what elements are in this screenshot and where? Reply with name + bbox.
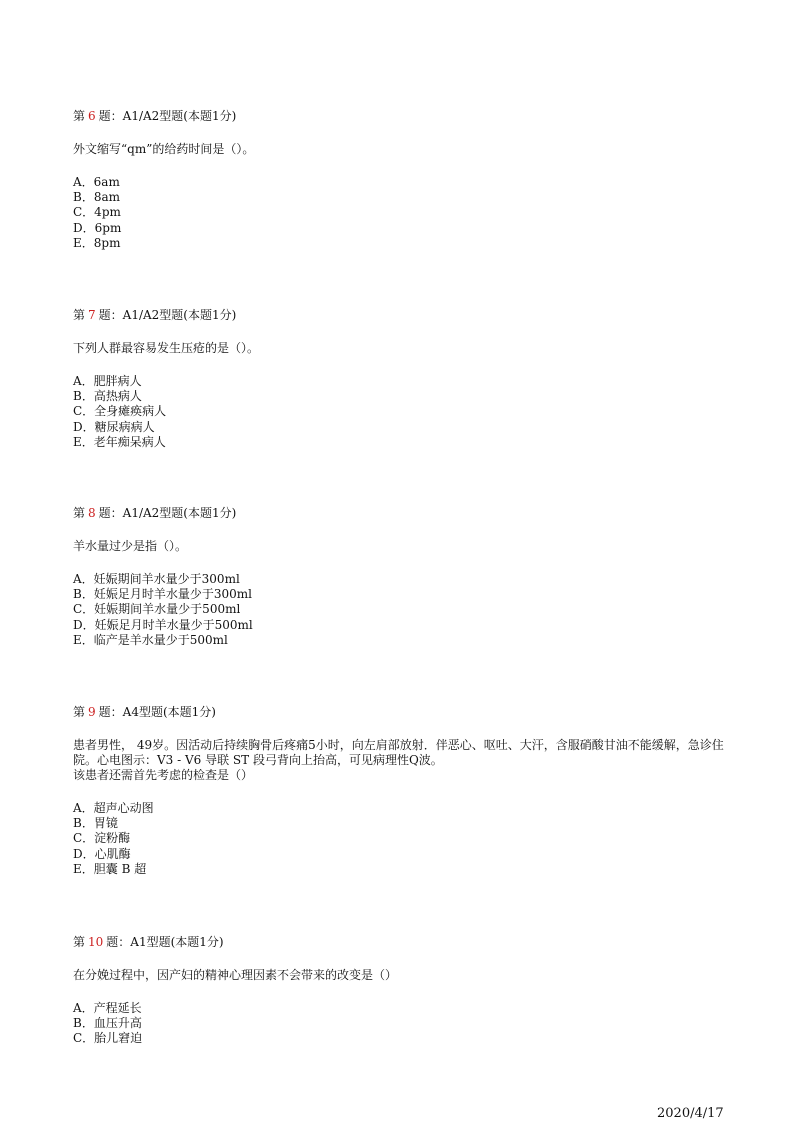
question-prefix: 第 xyxy=(73,935,86,949)
question-number: 8 xyxy=(88,506,96,520)
question-header xyxy=(73,704,733,720)
question-number: 9 xyxy=(88,705,96,719)
option-d[interactable]: D．糖尿病病人 xyxy=(73,419,155,434)
question-10 xyxy=(73,934,733,1047)
question-stem xyxy=(73,738,733,783)
question-type: 题：A1型题(本题1分) xyxy=(106,935,224,949)
stem-text: 患者男性， 49岁。因活动后持续胸骨后疼痛5小时，向左肩部放射．伴恶心、呕吐、大汗，含服硝酸甘油不能缓解，急诊住院。心电图示：V3 - V6 导联 ST 段弓背向上抬高，可见病理性Q波。 xyxy=(73,738,724,767)
option-b[interactable]: B．妊娠足月时羊水量少于300ml xyxy=(73,587,252,602)
question-9 xyxy=(73,704,733,877)
option-c[interactable]: C．淀粉酶 xyxy=(73,831,131,846)
question-stem xyxy=(73,341,733,356)
option-c[interactable]: C．胎儿窘迫 xyxy=(73,1031,143,1046)
option-e[interactable]: E．临产是羊水量少于500ml xyxy=(73,632,228,647)
option-a[interactable]: A．妊娠期间羊水量少于300ml xyxy=(73,572,240,586)
stem-text: 外文缩写“qm”的给药时间是（）。 xyxy=(73,142,255,156)
footer-date: 2020/4/17 xyxy=(657,1106,724,1121)
option-a[interactable]: A．产程延长 xyxy=(73,1001,142,1015)
option-b[interactable]: B．血压升高 xyxy=(73,1016,142,1031)
question-type: 题：A1/A2型题(本题1分) xyxy=(98,109,237,123)
option-a[interactable]: A．肥胖病人 xyxy=(73,374,142,388)
option-a[interactable]: A．超声心动图 xyxy=(73,801,154,815)
option-e[interactable]: E．老年痴呆病人 xyxy=(73,434,166,449)
option-list xyxy=(73,1001,733,1047)
option-b[interactable]: B．高热病人 xyxy=(73,389,142,404)
question-stem xyxy=(73,539,733,554)
question-type: 题：A1/A2型题(本题1分) xyxy=(98,506,237,520)
option-c[interactable]: C．全身瘫痪病人 xyxy=(73,404,167,419)
question-prefix: 第 xyxy=(73,506,86,520)
option-list xyxy=(73,801,733,877)
option-c[interactable]: C．妊娠期间羊水量少于500ml xyxy=(73,602,241,617)
option-d[interactable]: D．心肌酶 xyxy=(73,846,131,861)
stem-text: 在分娩过程中，因产妇的精神心理因素不会带来的改变是（） xyxy=(73,968,398,982)
stem-text: 羊水量过少是指（）。 xyxy=(73,539,188,553)
question-prefix: 第 xyxy=(73,109,86,123)
question-6 xyxy=(73,108,733,251)
question-header xyxy=(73,505,733,521)
question-stem xyxy=(73,968,733,983)
option-list xyxy=(73,572,733,648)
question-type: 题：A4型题(本题1分) xyxy=(98,705,216,719)
option-b[interactable]: B．胃镜 xyxy=(73,816,118,831)
stem-question: 该患者还需首先考虑的检查是（） xyxy=(73,768,254,782)
option-e[interactable]: E．胆囊 B 超 xyxy=(73,861,147,876)
question-number: 6 xyxy=(88,109,96,123)
question-number: 10 xyxy=(88,935,104,949)
option-b[interactable]: B．8am xyxy=(73,190,120,205)
option-e[interactable]: E．8pm xyxy=(73,235,121,250)
question-header xyxy=(73,108,733,124)
question-type: 题：A1/A2型题(本题1分) xyxy=(98,308,237,322)
question-stem xyxy=(73,142,733,157)
option-d[interactable]: D．6pm xyxy=(73,220,122,235)
question-header xyxy=(73,307,733,323)
question-8 xyxy=(73,505,733,648)
option-a[interactable]: A．6am xyxy=(73,175,120,189)
question-prefix: 第 xyxy=(73,705,86,719)
option-list xyxy=(73,374,733,450)
question-prefix: 第 xyxy=(73,308,86,322)
option-d[interactable]: D．妊娠足月时羊水量少于500ml xyxy=(73,617,253,632)
question-number: 7 xyxy=(88,308,96,322)
option-list xyxy=(73,175,733,251)
question-7 xyxy=(73,307,733,450)
question-header xyxy=(73,934,733,950)
option-c[interactable]: C．4pm xyxy=(73,205,121,220)
stem-text: 下列人群最容易发生压疮的是（）。 xyxy=(73,341,260,355)
